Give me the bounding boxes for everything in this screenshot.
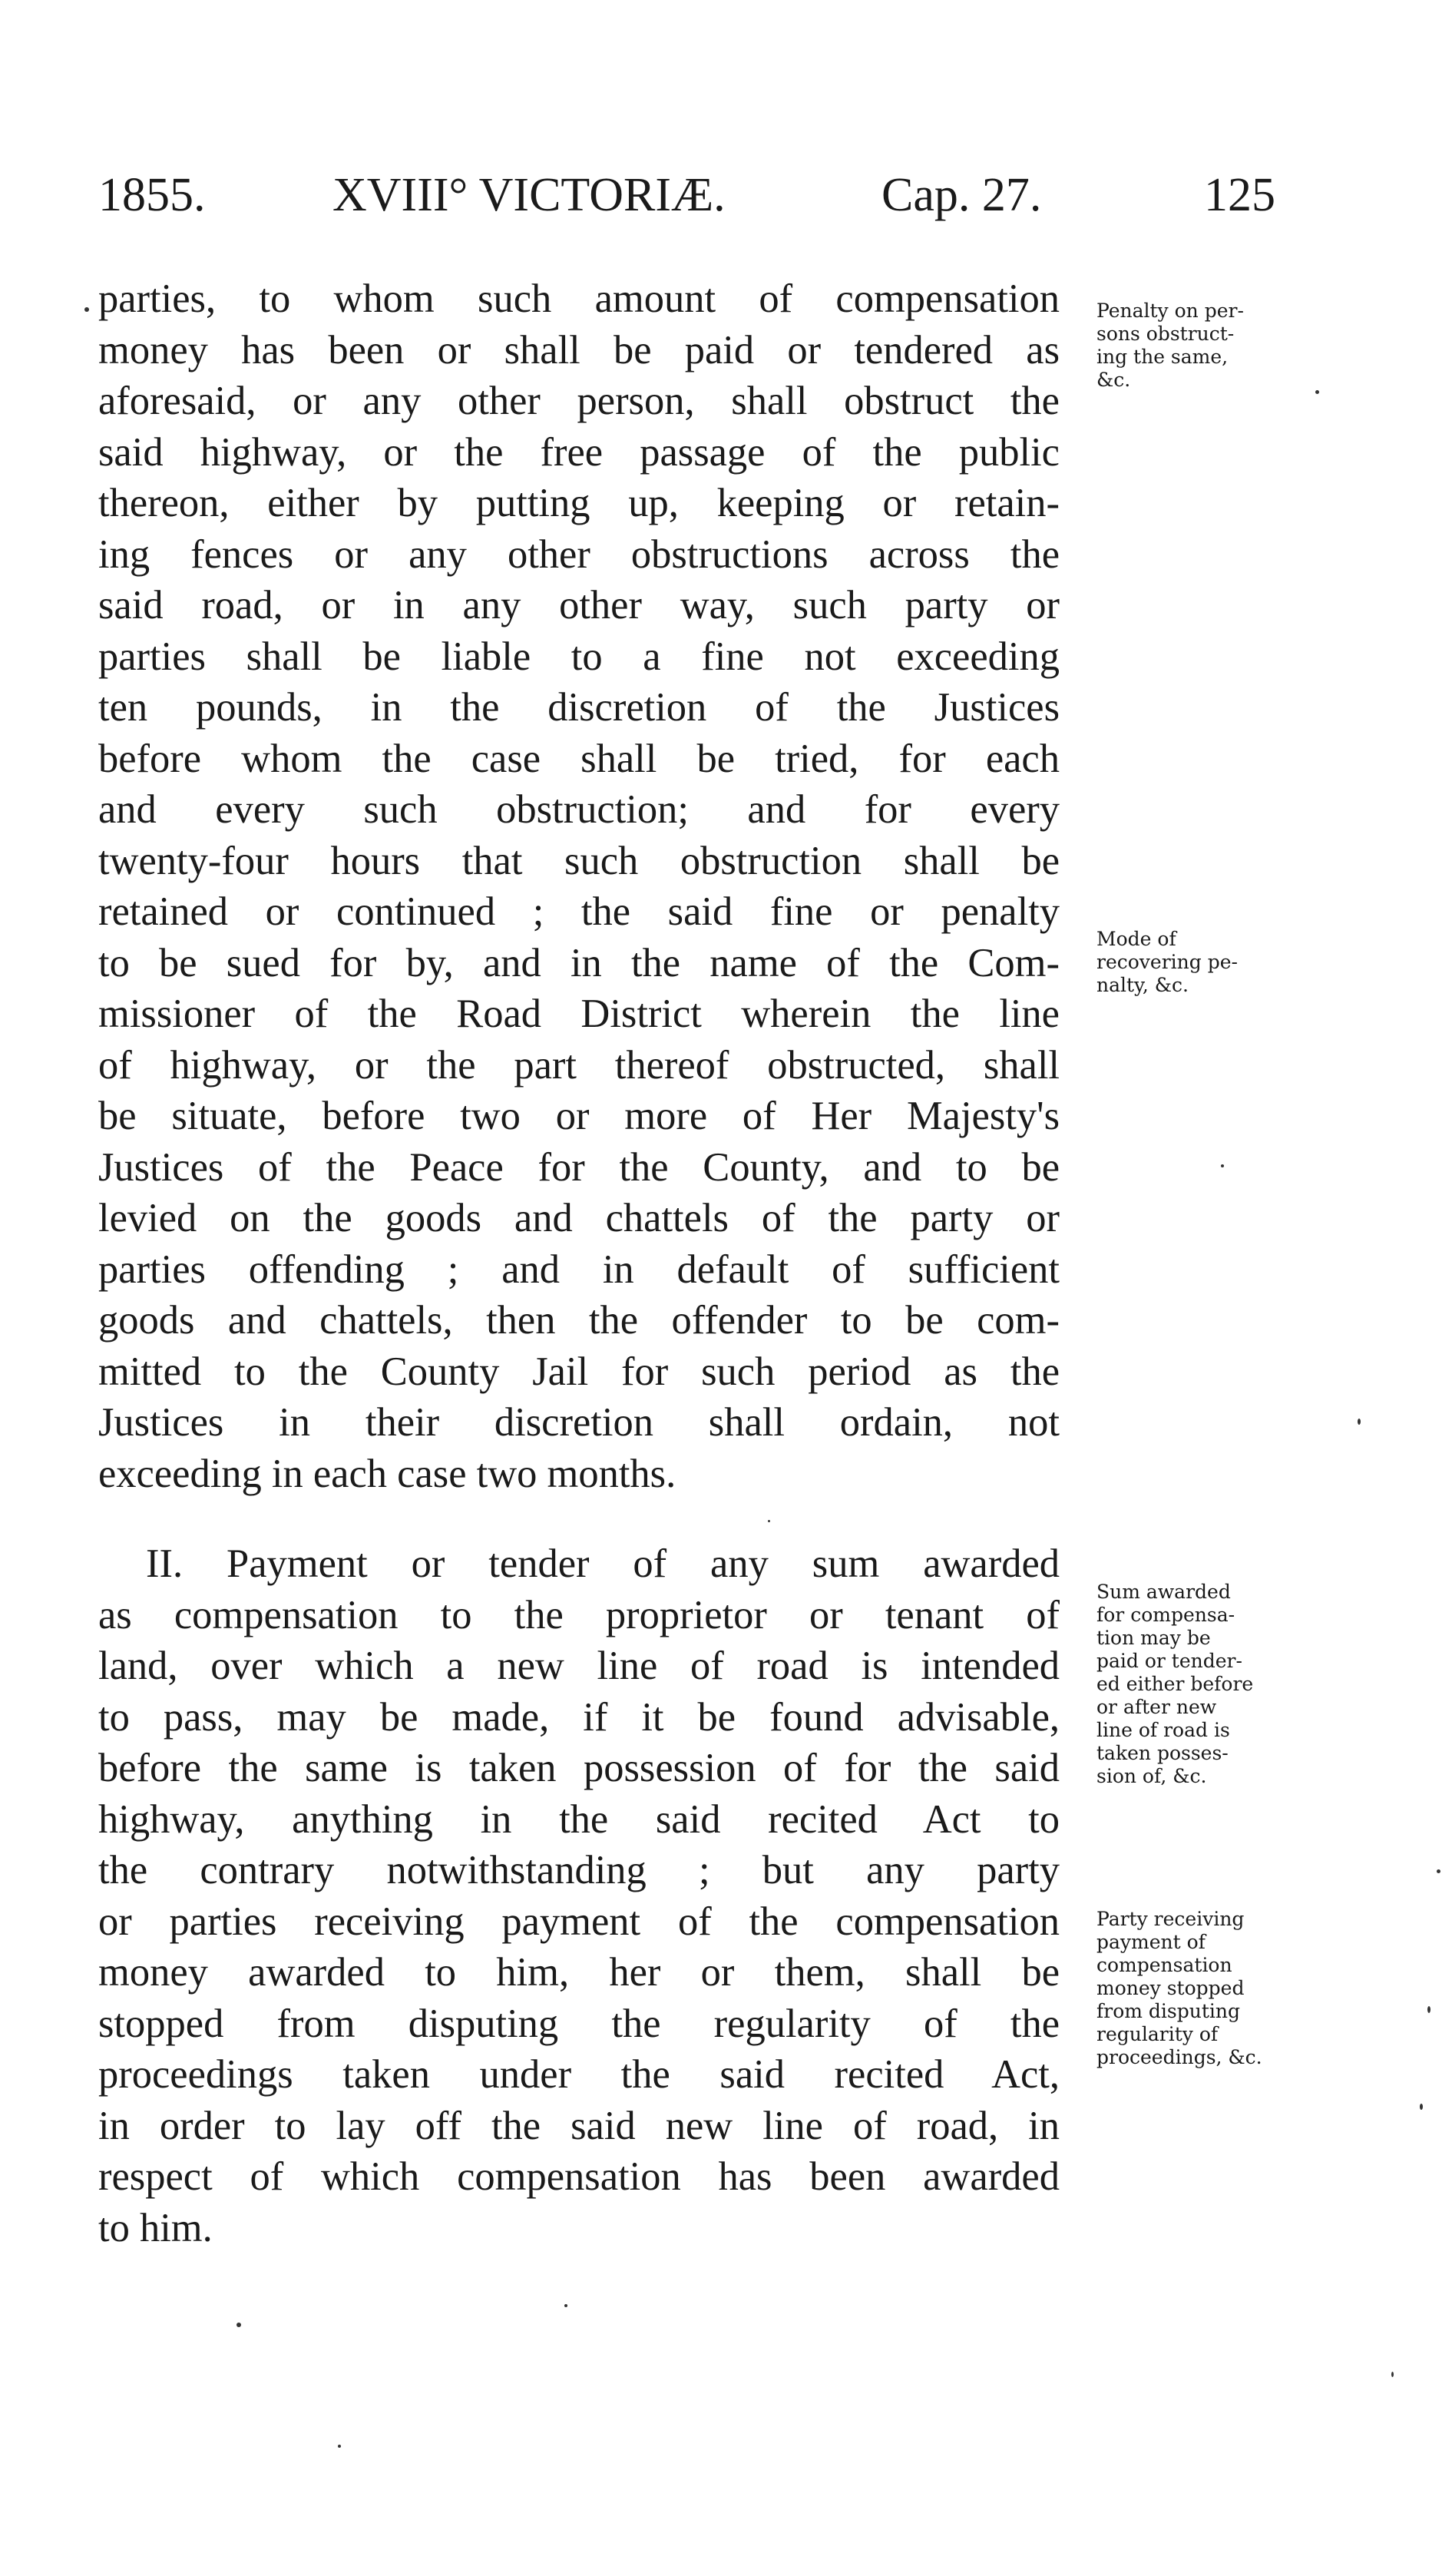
margin-note-line: tion may be [1096,1627,1211,1649]
margin-note-line: compensation [1096,1954,1232,1976]
text-line: parties offending ; and in default of sufficient [98,1247,1060,1292]
margin-note-line: paid or tender- [1096,1650,1242,1672]
margin-note-line: taken posses- [1096,1742,1229,1764]
scan-speck [1315,390,1319,394]
text-line: II. Payment or tender of any sum awarded [146,1541,1060,1586]
margin-note-line: regularity of [1096,2023,1219,2045]
margin-note-recovery [1096,928,1327,997]
margin-note-line: money stopped [1096,1977,1245,1999]
margin-note-line: recovering pe- [1096,951,1238,973]
text-line: highway, anything in the said recited Act to [98,1796,1060,1842]
margin-note-line: &c. [1096,369,1131,391]
text-line: proceedings taken under the said recited Act, [98,2052,1060,2097]
scan-speck [1437,1869,1440,1873]
margin-note-compensation [1096,1581,1327,1788]
paragraph-section-ii [98,1538,1060,2253]
margin-note-line: nalty, &c. [1096,974,1189,996]
margin-note-line: sion of, &c. [1096,1765,1207,1787]
header-reign: XVIII° VICTORIÆ. [332,169,726,221]
margin-note-penalty [1096,300,1327,392]
text-line: goods and chattels, then the offender to be com- [98,1298,1060,1343]
text-line: money has been or shall be paid or tendered as [98,327,1060,372]
text-line: stopped from disputing the regularity of the [98,2001,1060,2046]
text-line: parties shall be liable to a fine not exceeding [98,634,1060,679]
text-line: to be sued for by, and in the name of the Com- [98,940,1060,985]
margin-note-line: Sum awarded [1096,1581,1231,1603]
text-line: ing fences or any other obstructions across the [98,531,1060,577]
text-line: in order to lay off the said new line of road, in [98,2103,1060,2148]
running-header [98,164,1311,226]
text-line: retained or continued ; the said fine or penalty [98,889,1060,934]
text-line: be situate, before two or more of Her Majesty's [98,1094,1060,1138]
margin-note-party [1096,1908,1327,2069]
margin-note-line: ing the same, [1096,346,1229,368]
text-line: said road, or in any other way, such party or [98,583,1060,627]
margin-note-line: for compensa- [1096,1604,1235,1626]
text-line: the contrary notwithstanding ; but any party [98,1848,1060,1892]
text-line: ten pounds, in the discretion of the Justices [98,685,1060,730]
text-line: before the same is taken possession of for the said [98,1746,1060,1790]
margin-note-line: line of road is [1096,1719,1230,1741]
text-line: respect of which compensation has been awarded [98,2154,1060,2199]
margin-note-line: payment of [1096,1931,1206,1953]
text-line: mitted to the County Jail for such period as the [98,1349,1060,1394]
scan-speck [236,2323,241,2327]
scan-speck [564,2304,567,2307]
text-line: Justices in their discretion shall ordain, not [98,1400,1060,1445]
header-chapter: Cap. 27. [881,169,1042,221]
header-year: 1855. [98,169,206,221]
text-line: money awarded to him, her or them, shall be [98,1950,1060,1995]
text-line: exceeding in each case two months. [98,1451,676,1496]
text-line: levied on the goods and chattels of the party or [98,1196,1060,1240]
scan-speck [1358,1419,1361,1425]
scan-speck [1221,1164,1224,1167]
margin-note-line: ed either before [1096,1673,1254,1695]
text-line: parties, to whom such amount of compensation [98,276,1060,321]
scan-speck [1427,2006,1431,2013]
text-line: or parties receiving payment of the compensation [98,1899,1060,1944]
text-line: and every such obstruction; and for every [98,787,1060,832]
text-line: to pass, may be made, if it be found advisable, [98,1694,1060,1740]
paragraph-penalty [98,273,1060,1499]
margin-note-line: or after new [1096,1696,1217,1718]
scan-speck [1420,2104,1423,2110]
text-line: said highway, or the free passage of the public [98,429,1060,475]
text-line: twenty-four hours that such obstruction shall be [98,838,1060,883]
text-line: Justices of the Peace for the County, and to be [98,1144,1060,1190]
scan-speck [768,1520,770,1522]
page-number: 125 [1204,169,1275,221]
text-line: as compensation to the proprietor or tenant of [98,1592,1060,1637]
margin-note-line: Party receiving [1096,1908,1245,1930]
text-line: of highway, or the part thereof obstructed, shall [98,1042,1060,1088]
text-line: missioner of the Road District wherein the line [98,992,1060,1036]
margin-note-line: sons obstruct- [1096,323,1235,345]
text-line: thereon, either by putting up, keeping or retain- [98,481,1060,525]
scan-speck [338,2445,341,2448]
margin-note-line: Penalty on per- [1096,300,1244,322]
text-line: to him. [98,2205,213,2250]
margin-note-line: from disputing [1096,2000,1240,2022]
scan-speck [84,307,89,312]
text-line: land, over which a new line of road is intended [98,1644,1060,1688]
text-line: before whom the case shall be tried, for each [98,736,1060,781]
scan-speck [1391,2372,1394,2377]
text-line: aforesaid, or any other person, shall obstruct the [98,379,1060,423]
margin-note-line: proceedings, &c. [1096,2046,1262,2068]
margin-note-line: Mode of [1096,928,1176,950]
